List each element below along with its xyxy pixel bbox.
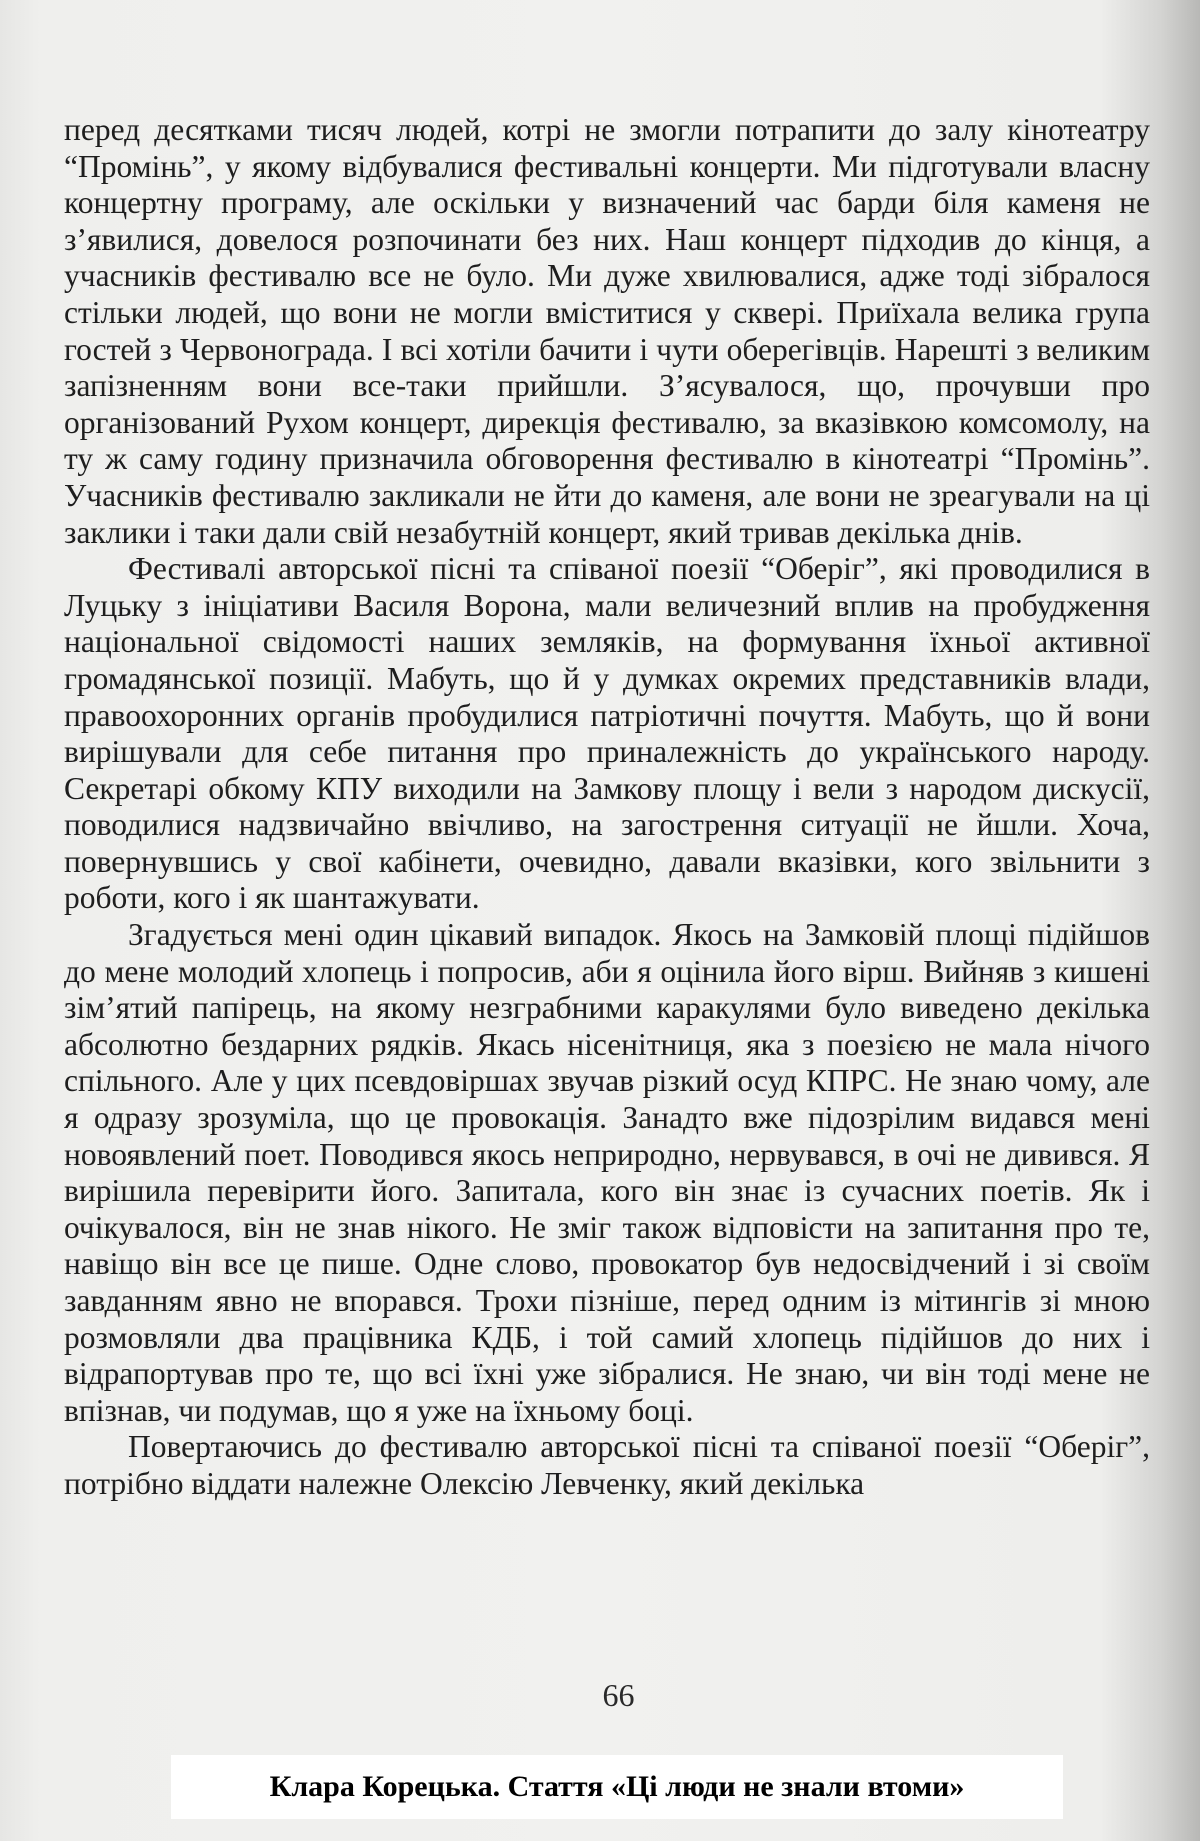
page-number: 66 [602, 1677, 635, 1713]
paragraph-2: Фестивалі авторської пісні та співаної поезії “Оберіг”, які проводилися в Луцьку з ініціативи Василя Ворона, мали величезний вплив на пробудження національної свідомості наших земляків, на формування їхньої активної громадянської позиції. Мабуть, що й у думках окремих представників влади, правоохоронних органів пробудилися патріотичні почуття. Мабуть, що й вони вирішували для себе питання про приналежність до українського народу. Секретарі обкому КПУ виходили на Замкову площу і вели з народом дискусії, поводилися надзвичайно ввічливо, на загострення ситуації не йшли. Хоча, повернувшись у свої кабінети, очевидно, давали вказівки, кого звільнити з роботи, кого і як шантажувати. [64, 551, 1150, 916]
paragraph-3: Згадується мені один цікавий випадок. Якось на Замковій площі підійшов до мене молодий хлопець і попросив, аби я оцінила його вірш. Вийняв з кишені зім’ятий папірець, на якому незграбними каракулями було виведено декілька абсолютно бездарних рядків. Якась нісенітниця, яка з поезією не мала нічого спільного. Але у цих псевдовіршах звучав різкий осуд КПРС. Не знаю чому, але я одразу зрозуміла, що це провокація. Занадто вже підозрілим видався мені новоявлений поет. Поводився якось неприродно, нервувався, в очі не дивився. Я вирішила перевірити його. Запитала, кого він знає із сучасних поетів. Як і очікувалося, він не знав нікого. Не зміг також відповісти на запитання про те, навіщо він все це пише. Одне слово, провокатор був недосвідчений і зі своїм завданням явно не впорався. Трохи пізніше, перед одним із мітингів зі мною розмовляли два працівника КДБ, і той самий хлопець підійшов до них і відрапортував про те, що всі їхні уже зібралися. Не знаю, чи він тоді мене не впізнав, чи подумав, що я уже на їхньому боці. [64, 917, 1150, 1428]
caption-box [171, 1755, 1063, 1819]
caption-text: Клара Корецька. Стаття «Ці люди не знали втоми» [269, 1770, 965, 1803]
body-text [64, 112, 1150, 1503]
paragraph-1: перед десятками тисяч людей, котрі не змогли потрапити до залу кінотеатру “Промінь”, у якому відбувалися фестивальні концерти. Ми підготували власну концертну програму, але оскільки у визначений час барди біля каменя не з’явилися, довелося розпочинати без них. Наш концерт підходив до кінця, а учасників фестивалю все не було. Ми дуже хвилювалися, адже тоді зібралося стільки людей, що вони не могли вміститися у сквері. Приїхала велика група гостей з Червонограда. І всі хотіли бачити і чути оберегівців. Нарешті з великим запізненням вони все-таки прийшли. З’ясувалося, що, прочувши про організований Рухом концерт, дирекція фестивалю, за вказівкою комсомолу, на ту ж саму годину призначила обговорення фестивалю в кінотеатрі “Промінь”. Учасників фестивалю закликали не йти до каменя, але вони не зреагували на ці заклики і таки дали свій незабутній концерт, який тривав декілька днів. [64, 112, 1150, 550]
paragraph-4: Повертаючись до фестивалю авторської пісні та співаної поезії “Оберіг”, потрібно віддати належне Олексію Левченку, який декілька [64, 1429, 1150, 1501]
